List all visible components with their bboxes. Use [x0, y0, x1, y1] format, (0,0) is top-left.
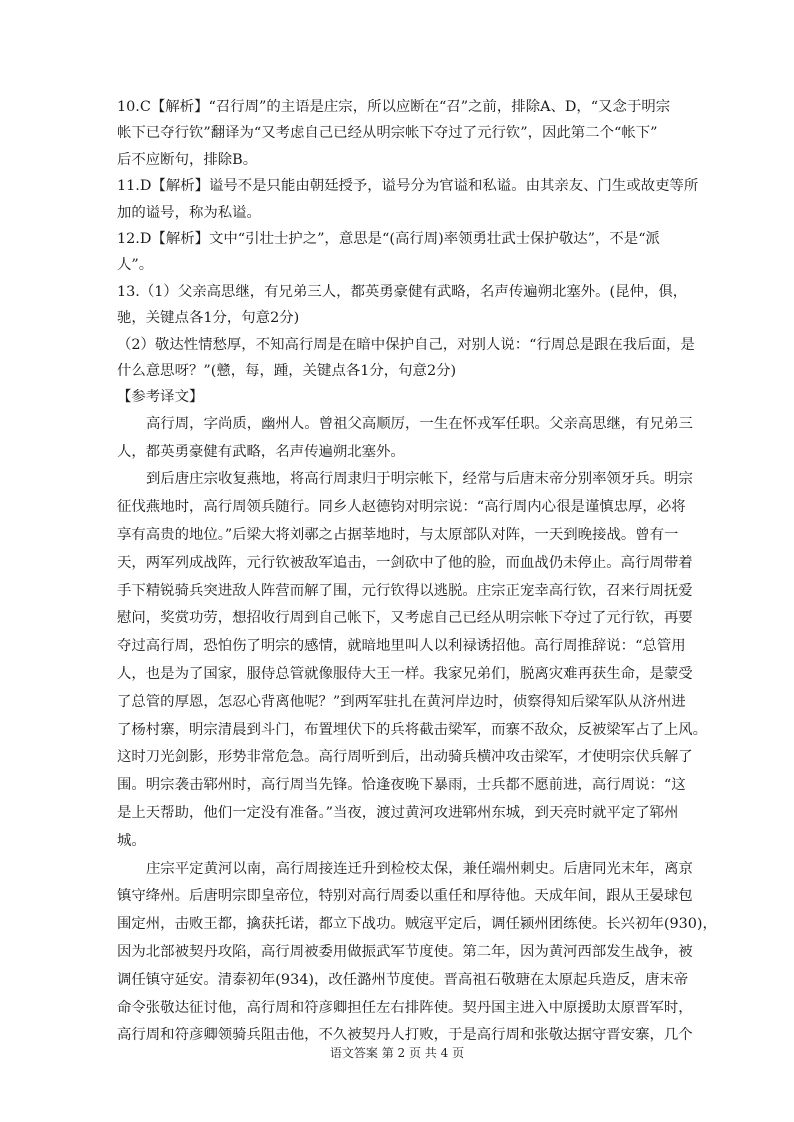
- translation-line: 庄宗平定黄河以南，高行周接连迁升到检校太保，兼任端州刺史。后唐同光末年，离京: [146, 860, 693, 877]
- q13-line-1: 13.（1）父亲高思继，有兄弟三人，都英勇豪健有武略，名声传遍朔北塞外。(昆仲，俱，: [117, 283, 688, 300]
- translation-line: 慰问，奖赏功劳，想招收行周到自己帐下，又考虑自己已经从明宗帐下夺过了元行钦，再要: [117, 610, 693, 627]
- translation-line: 手下精锐骑兵突进敌人阵营而解了围，元行钦得以逃脱。庄宗正宠幸高行钦，召来行周抚爱: [117, 582, 693, 599]
- answer-explanations: [117, 94, 699, 384]
- translation-line: 天，两军列成战阵，元行钦被敌军追击，一剑砍中了他的脸，而血战仍未停止。高行周带着: [117, 554, 693, 571]
- answer-content: [117, 94, 717, 1050]
- q13-part2-line-2: 什么意思呀？”(戆，每，踵，关键点各1分，句意2分): [117, 363, 457, 380]
- translation-line: 征伐燕地时，高行周领兵随行。同乡人赵德钧对明宗说：“高行周内心很是谨慎忠厚，必将: [117, 499, 686, 516]
- translation-line: 到后唐庄宗收复燕地，将高行周隶归于明宗帐下，经常与后唐末帝分别率领牙兵。明宗: [146, 471, 693, 488]
- translation-line: 人，也是为了国家，服侍总管就像服侍大王一样。我家兄弟们，脱离灾难再获生命，是蒙受: [117, 666, 693, 683]
- translation-line: 调任镇守延安。清泰初年(934)，改任潞州节度使。晋高祖石敬瑭在太原起兵造反，唐末帝: [117, 971, 689, 988]
- page-footer: 语文答案 第 2 页 共 4 页: [329, 1046, 465, 1060]
- translation-line: 高行周，字尚质，幽州人。曾祖父高顺厉，一生在怀戎军任职。父亲高思继，有兄弟三: [146, 415, 693, 432]
- translation-line: 享有高贵的地位。”后梁大将刘鄩之占据莘地时，与太原部队对阵，一天到晚接战。曾有一: [117, 527, 679, 544]
- translation-line: 城。: [117, 832, 146, 849]
- translation-line: 了杨村寨，明宗清晨到斗门，布置埋伏下的兵将截击梁军，而寨不敌众，反被梁军占了上风。: [117, 721, 708, 738]
- q10-line-3: 后不应断句，排除B。: [117, 151, 258, 168]
- q10-line-1: 10.C【解析】“召行周”的主语是庄宗，所以应断在“召”之前，排除A、D，“又念于明宗: [117, 99, 671, 115]
- q12-line-1: 12.D【解析】文中“引壮士护之”，意思是“(高行周)率领勇壮武士保护敬达”，不是“派: [117, 231, 660, 248]
- q12-line-2: 人”。: [117, 257, 154, 274]
- q11-line-1: 11.D【解析】谥号不是只能由朝廷授予，谥号分为官谥和私谥。由其亲友、门生或故吏等所: [117, 178, 699, 195]
- reference-translation-heading: 【参考译文】: [117, 389, 204, 406]
- q13-part2-line-1: （2）敬达性情愁厚，不知高行周是在暗中保护自己，对别人说：“行周总是跟在我后面，是: [117, 336, 695, 353]
- translation-line: 围定州，击败王都，擒获托诺，都立下战功。贼寇平定后，调任颍州团练使。长兴初年(930)，: [117, 916, 717, 933]
- translation-line: 了总管的厚恩，怎忍心背离他呢？”到两军驻扎在黄河岸边时，侦察得知后梁军队从济州进: [117, 693, 686, 710]
- translation-line: 镇守绛州。后唐明宗即皇帝位，特别对高行周委以重任和厚待他。天成年间，跟从王晏球包: [117, 888, 693, 905]
- translation-line: 夺过高行周，恐怕伤了明宗的感情，就暗地里叫人以利禄诱招他。高行周推辞说：“总管用: [117, 638, 686, 655]
- translation-line: 人，都英勇豪健有武略，名声传遍朔北塞外。: [117, 443, 405, 460]
- translation-line: 这时刀光剑影，形势非常危急。高行周听到后，出动骑兵横冲攻击梁军，才使明宗伏兵解了: [117, 749, 693, 766]
- translation-line: 高行周和符彦卿领骑兵阻击他，不久被契丹人打败，于是高行周和张敬达据守晋安寨，几个: [117, 1027, 693, 1044]
- q10-line-2: 帐下已夺行钦”翻译为“又考虑自己已经从明宗帐下夺过了元行钦”，因此第二个“帐下”: [117, 125, 658, 142]
- translation-line: 命令张敬达征讨他，高行周和符彦卿担任左右排阵使。契丹国主进入中原援助太原晋军时，: [117, 999, 693, 1016]
- translation-line: 因为北部被契丹攻陷，高行周被委用做振武军节度使。第二年，因为黄河西部发生战争，被: [117, 944, 693, 961]
- translation-line: 围。明宗袭击郓州时，高行周当先锋。恰逢夜晚下暴雨，士兵都不愿前进，高行周说：“这: [117, 777, 686, 794]
- reference-translation: [117, 411, 717, 1050]
- q11-line-2: 加的谥号，称为私谥。: [117, 204, 261, 221]
- translation-line: 是上天帮助，他们一定没有准备。”当夜，渡过黄河攻进郓州东城，到天亮时就平定了郓州: [117, 805, 679, 822]
- q13-line-2: 驰，关键点各1分，句意2分): [117, 310, 300, 327]
